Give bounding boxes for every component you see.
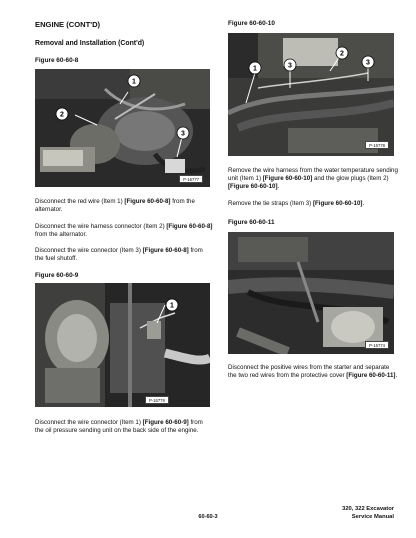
footer-manual: Service Manual <box>351 514 394 520</box>
callout-2-label: 2 <box>340 50 344 58</box>
paragraph-harness-connector: Disconnect the wire harness connector (Item 2) [Figure 60-60-8] from the alternator. <box>35 223 213 238</box>
callout-1-label: 1 <box>170 302 174 310</box>
callout-1-label: 1 <box>253 65 257 73</box>
paragraph-starter-wires: Disconnect the positive wires from the starter and separate the two red wires from the protective cover [Figure 60-60-11]. <box>228 364 398 379</box>
paragraph-tie-straps: Remove the tie straps (Item 3) [Figure 60-60-10]. <box>228 200 365 207</box>
section-header: ENGINE (CONT'D) <box>35 20 101 29</box>
footer-model: 320, 322 Excavator <box>342 506 394 512</box>
section-subheader: Removal and Installation (Cont'd) <box>35 40 145 47</box>
page-number: 60-60-3 <box>198 514 218 520</box>
engine-photo-glow-plugs <box>228 33 394 156</box>
paragraph-wire-harness: Remove the wire harness from the water temperature sending unit (Item 1) [Figure 60-60-10] and the glow plugs (Item 2) [Figure 60-60-10]. <box>228 167 398 190</box>
figure-reference: [Figure 60-60-10] <box>312 200 363 207</box>
callout-3-label: 3 <box>181 130 185 138</box>
footer-title <box>342 505 394 521</box>
paragraph-red-wire: Disconnect the red wire (Item 1) [Figure 60-60-8] from the alternator. <box>35 198 195 213</box>
figure-caption-9: Figure 60-60-9 <box>35 272 79 279</box>
figure-reference: [Figure 60-60-11] <box>346 372 396 379</box>
callout-3-label: 3 <box>288 62 292 70</box>
figure-reference: [Figure 60-60-8] <box>166 223 213 230</box>
figure-caption-10: Figure 60-60-10 <box>228 20 275 27</box>
figure-photo-10 <box>228 33 394 156</box>
figure-photo-11 <box>228 232 394 354</box>
figure-photo-8 <box>35 69 210 187</box>
figure-photo-9 <box>35 283 210 407</box>
figure-reference: [Figure 60-60-8] <box>124 198 171 205</box>
figure-reference: [Figure 60-60-10] <box>262 175 313 182</box>
figure-caption-11: Figure 60-60-11 <box>228 219 275 226</box>
figure-reference: [Figure 60-60-8] <box>142 247 189 254</box>
figure-caption-8: Figure 60-60-8 <box>35 57 79 64</box>
figure-reference: [Figure 60-60-10] <box>228 183 278 190</box>
figure-reference: [Figure 60-60-9] <box>142 419 189 426</box>
engine-photo-alternator <box>35 69 210 187</box>
paragraph-oil-pressure: Disconnect the wire connector (Item 1) [Figure 60-60-9] from the oil pressure sending unit on the back side of the engine. <box>35 419 203 434</box>
photo-code: P-16779 <box>145 396 169 404</box>
engine-photo-oil-sender <box>35 283 210 407</box>
paragraph-fuel-shutoff: Disconnect the wire connector (Item 3) [Figure 60-60-8] from the fuel shutoff. <box>35 247 203 262</box>
photo-code: P-16774 <box>365 341 389 349</box>
callout-3b-label: 3 <box>366 59 370 67</box>
photo-code: P-16778 <box>365 141 389 149</box>
callout-2-label: 2 <box>60 111 64 119</box>
callout-1-label: 1 <box>132 78 136 86</box>
engine-photo-starter <box>228 232 394 354</box>
photo-code: P-16777 <box>179 175 203 183</box>
